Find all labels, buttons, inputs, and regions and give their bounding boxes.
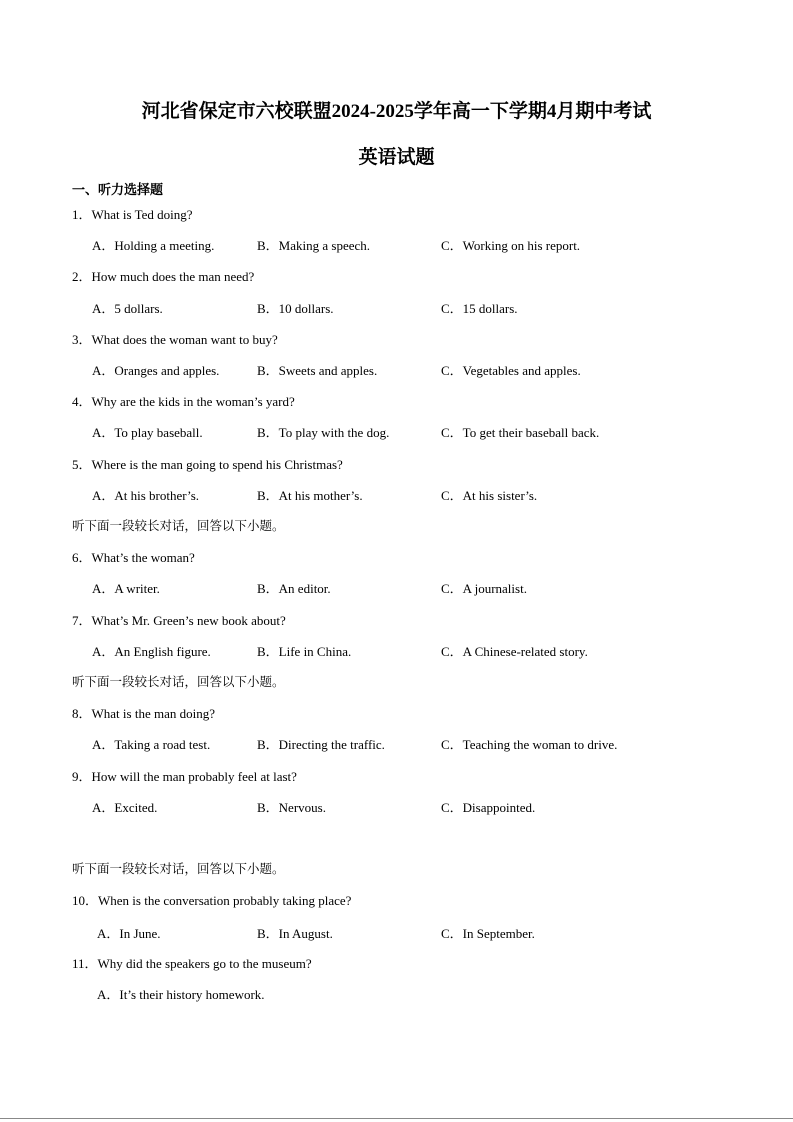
q7-option-c: C．A Chinese-related story. [441,644,588,659]
listening-instruction: 听下面一段较长对话，回答以下小题。 [72,861,285,876]
exam-subtitle: 英语试题 [358,147,435,168]
question-3 [72,332,278,348]
q8-option-a: A．Taking a road test. [92,737,211,752]
q9-option-b: B．Nervous. [257,800,326,815]
q3-option-a: A．Oranges and apples. [92,363,220,378]
q7-option-a: A．An English figure. [92,644,211,659]
q6-option-a: A．A writer. [92,581,160,596]
question-number: 10． [72,893,99,908]
question-11 [72,956,312,972]
q1-option-c: C．Working on his report. [441,238,581,253]
question-number: 9． [72,769,92,784]
q2-option-c: C．15 dollars. [441,301,518,316]
q9-option-c: C．Disappointed. [441,800,536,815]
q8-option-c: C．Teaching the woman to drive. [441,737,618,752]
question-text: What does the woman want to buy? [91,332,278,347]
q4-option-c: C．To get their baseball back. [441,425,600,440]
question-text: When is the conversation probably taking place? [98,893,352,908]
q9-option-a: A．Excited. [92,800,158,815]
q3-option-b: B．Sweets and apples. [257,363,378,378]
q11-option-a: A．It’s their history homework. [97,987,265,1002]
q1-option-a: A．Holding a meeting. [92,238,215,253]
question-text: How will the man probably feel at last? [91,769,297,784]
question-6 [72,550,195,566]
listening-instruction: 听下面一段较长对话，回答以下小题。 [72,674,285,689]
q5-option-b: B．At his mother’s. [257,488,363,503]
q10-option-a: A．In June. [97,926,161,941]
question-number: 11． [72,956,98,971]
q6-option-c: C．A journalist. [441,581,527,596]
question-5 [72,457,343,473]
question-text: Why did the speakers go to the museum? [97,956,312,971]
q2-option-b: B．10 dollars. [257,301,334,316]
question-9 [72,769,297,785]
q5-option-c: C．At his sister’s. [441,488,538,503]
question-text: How much does the man need? [91,269,255,284]
question-number: 7． [72,613,92,628]
q10-option-b: B．In August. [257,926,333,941]
q2-option-a: A．5 dollars. [92,301,163,316]
question-4 [72,394,295,410]
q3-option-c: C．Vegetables and apples. [441,363,581,378]
question-text: What’s Mr. Green’s new book about? [91,613,286,628]
question-text: What’s the woman? [91,550,195,565]
question-number: 2． [72,269,92,284]
question-text: What is Ted doing? [91,207,193,222]
section-heading: 一、听力选择题 [72,183,164,198]
question-number: 3． [72,332,92,347]
question-number: 1． [72,207,92,222]
question-text: Where is the man going to spend his Christmas? [91,457,343,472]
question-number: 6． [72,550,92,565]
question-text: What is the man doing? [91,706,215,721]
question-number: 5． [72,457,92,472]
question-8 [72,706,215,722]
question-number: 4． [72,394,92,409]
q10-option-c: C．In September. [441,926,535,941]
q1-option-b: B．Making a speech. [257,238,371,253]
q6-option-b: B．An editor. [257,581,331,596]
exam-title: 河北省保定市六校联盟2024-2025学年高一下学期4月期中考试 [141,101,652,122]
q7-option-b: B．Life in China. [257,644,352,659]
page-bottom-rule [0,1118,793,1119]
question-10 [72,893,351,909]
question-text: Why are the kids in the woman’s yard? [91,394,295,409]
q4-option-a: A．To play baseball. [92,425,203,440]
listening-instruction: 听下面一段较长对话，回答以下小题。 [72,518,285,533]
q4-option-b: B．To play with the dog. [257,425,390,440]
q5-option-a: A．At his brother’s. [92,488,200,503]
question-2 [72,269,254,285]
question-7 [72,613,286,629]
question-1 [72,207,193,223]
q8-option-b: B．Directing the traffic. [257,737,385,752]
question-number: 8． [72,706,92,721]
